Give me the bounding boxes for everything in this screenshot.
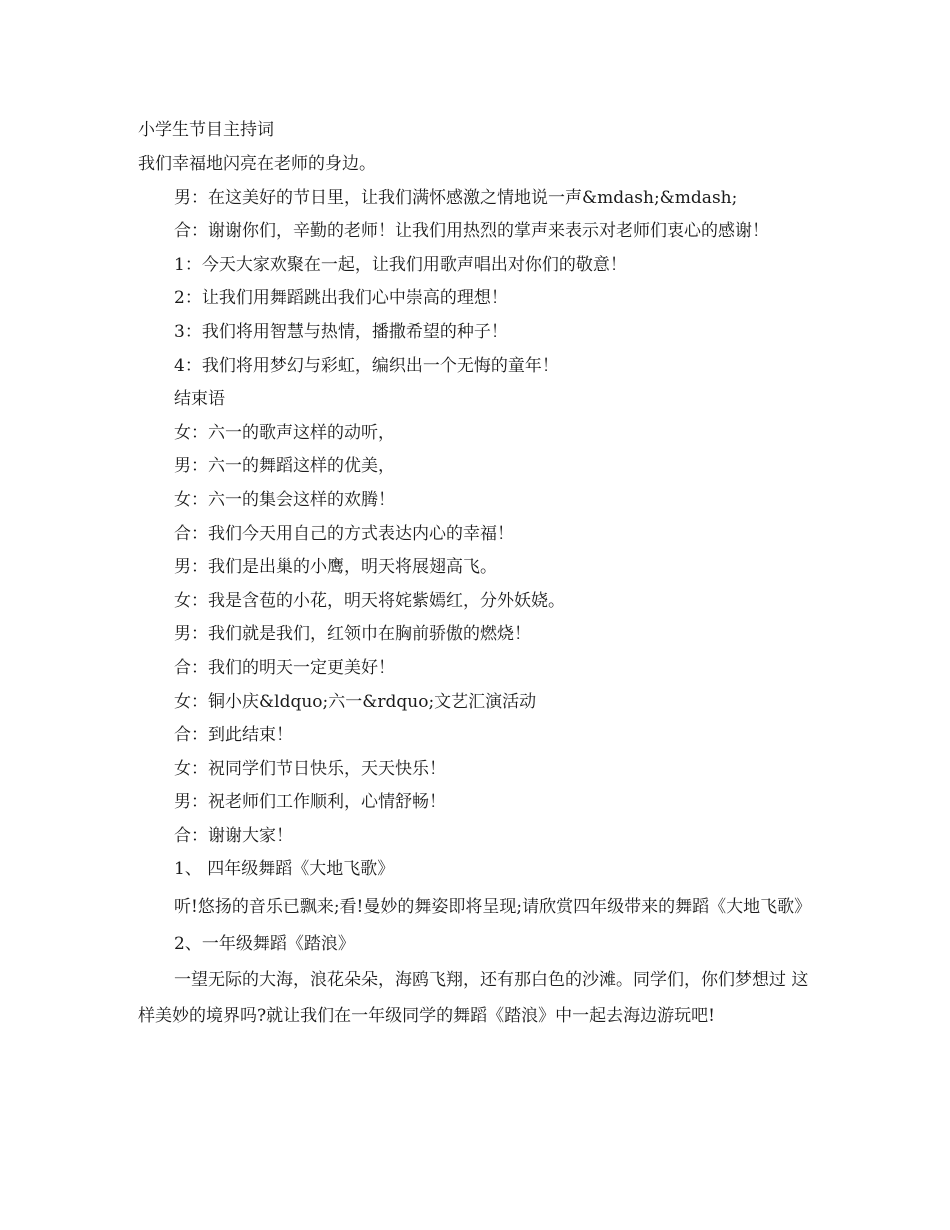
text-line: 4：我们将用梦幻与彩虹，编织出一个无悔的童年！ (174, 355, 559, 376)
document-title: 小学生节目主持词 (138, 120, 274, 140)
text-line: 我们幸福地闪亮在老师的身边。 (138, 154, 376, 174)
text-line: 合：我们今天用自己的方式表达内心的幸福！ (174, 523, 514, 544)
text-line: 男：我们就是我们，红领巾在胸前骄傲的燃烧！ (174, 624, 531, 645)
text-line: 男：我们是出巢的小鹰，明天将展翅高飞。 (174, 557, 497, 578)
document-body (138, 150, 810, 1035)
text-line: 合：谢谢你们，辛勤的老师！让我们用热烈的掌声来表示对老师们衷心的感谢！ (174, 221, 769, 242)
text-line: 3：我们将用智慧与热情，播撒希望的种子！ (174, 321, 508, 342)
text-line: 男：六一的舞蹈这样的优美， (174, 456, 395, 477)
program-paragraph: 一望无际的大海，浪花朵朵，海鸥飞翔，还有那白色的沙滩。同学们，你们梦想过 这样美妙的境界吗?就让我们在一年级同学的舞蹈《踏浪》中一起去海边游玩吧! (138, 969, 809, 1027)
section-heading: 结束语 (174, 389, 225, 410)
text-line: 男：在这美好的节日里，让我们满怀感激之情地说一声&mdash;&mdash; (174, 187, 738, 208)
text-line: 女：祝同学们节日快乐，天天快乐！ (174, 758, 446, 779)
program-heading: 1、 四年级舞蹈《大地飞歌》 (174, 859, 395, 880)
text-line: 合：谢谢大家！ (174, 825, 293, 846)
text-line: 女：六一的集会这样的欢腾！ (174, 489, 395, 510)
text-line: 女：我是含苞的小花，明天将姹紫嫣红，分外妖娆。 (174, 590, 565, 611)
text-line: 女：六一的歌声这样的动听， (174, 422, 395, 443)
text-line: 1：今天大家欢聚在一起，让我们用歌声唱出对你们的敬意！ (174, 254, 627, 275)
text-line: 男：祝老师们工作顺利，心情舒畅！ (174, 792, 446, 813)
program-heading: 2、一年级舞蹈《踏浪》 (174, 933, 355, 954)
program-paragraph: 听!悠扬的音乐已飘来;看!曼妙的舞姿即将呈现;请欣赏四年级带来的舞蹈《大地飞歌》 (174, 897, 812, 918)
text-line: 女：铜小庆&ldquo;六一&rdquo;文艺汇演活动 (174, 691, 537, 712)
text-line: 合：到此结束！ (174, 725, 293, 746)
text-line: 合：我们的明天一定更美好！ (174, 657, 395, 678)
text-line: 2：让我们用舞蹈跳出我们心中崇高的理想！ (174, 288, 508, 309)
